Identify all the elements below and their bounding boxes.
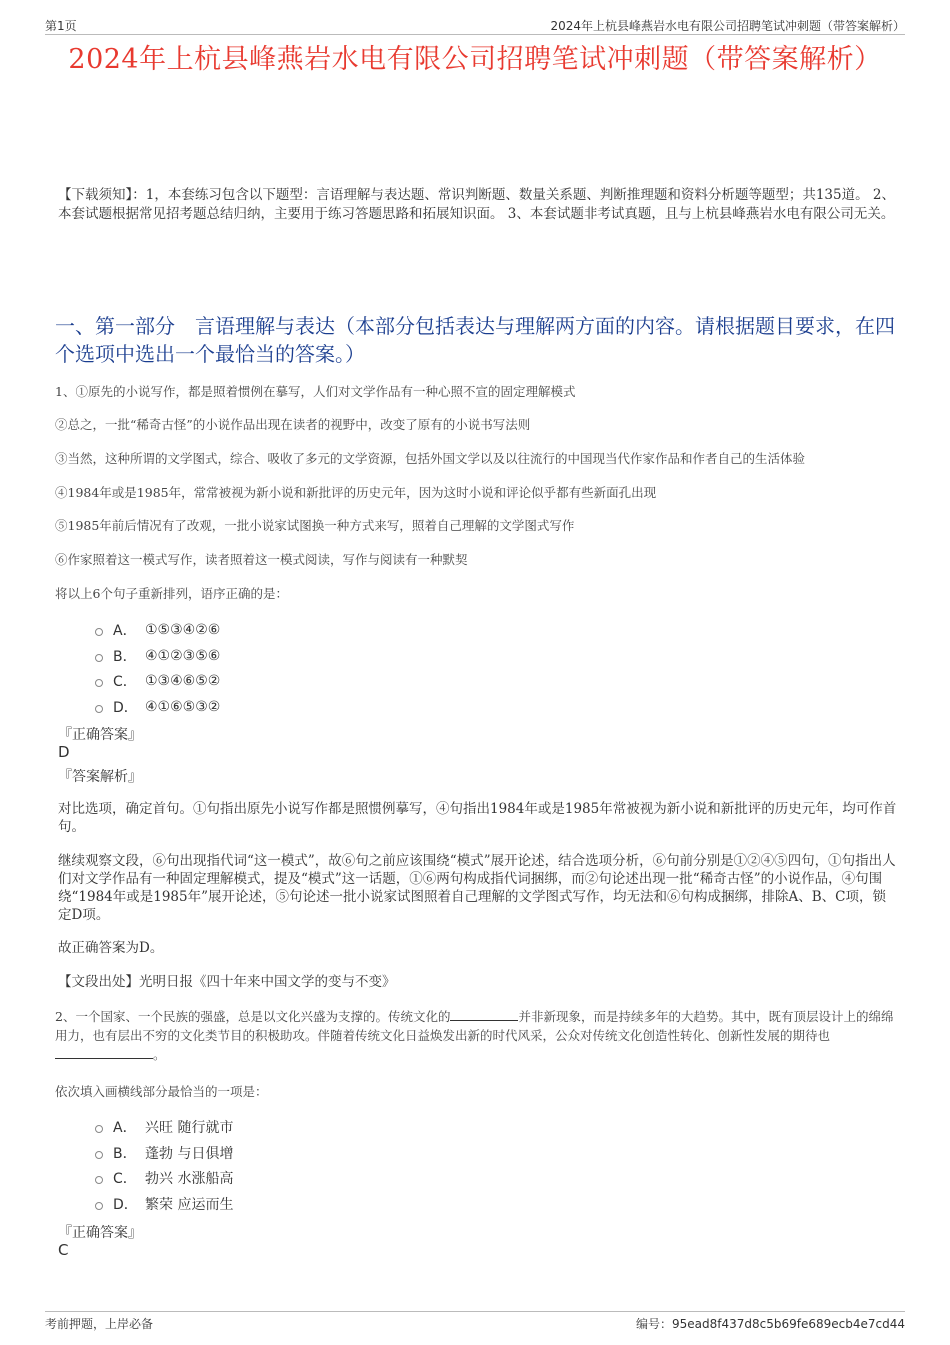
q1-prompt: 将以上6个句子重新排列，语序正确的是： <box>55 586 288 601</box>
download-notice: 【下载须知】：1，本套练习包含以下题型：言语理解与表达题、常识判断题、数量关系题、判断推理题和资料分析题等题型；共135道。 2、本套试题根据常见招考题总结归纳，主要用于练习答题思路和拓展知识面。 3、本套试题非考试真题，且与上杭县峰燕岩水电有限公司无关。 <box>58 187 895 222</box>
option-text: 蓬勃 与日俱增 <box>145 1146 234 1162</box>
page-number: 第1页 <box>45 19 77 33</box>
q1-option-c[interactable] <box>95 671 220 691</box>
footer-code-label: 编号： <box>635 1317 672 1331</box>
q2-answer: C <box>58 1241 69 1259</box>
q2-stem-part-1: 2、一个国家、一个民族的强盛，总是以文化兴盛为支撑的。传统文化的 <box>55 1009 451 1024</box>
q2-option-d[interactable] <box>95 1194 233 1214</box>
q2-stem-part-3: 。 <box>153 1047 166 1062</box>
q1-sentence-1: 1、①原先的小说写作，都是照着惯例在摹写，人们对文学作品有一种心照不宣的固定理解模式 <box>55 384 576 399</box>
option-label: D． <box>113 1197 138 1213</box>
radio-icon[interactable] <box>95 1151 103 1159</box>
page-title: 2024年上杭县峰燕岩水电有限公司招聘笔试冲刺题（带答案解析） <box>68 44 882 75</box>
section-heading: 一、第一部分 言语理解与表达（本部分包括表达与理解两方面的内容。请根据题目要求，在四个选项中选出一个最恰当的答案。） <box>55 314 895 366</box>
footer-code-value: 95ead8f437d8c5b69fe689ecb4e7cd44 <box>671 1317 905 1331</box>
q2-prompt: 依次填入画横线部分最恰当的一项是： <box>55 1084 268 1099</box>
q2-stem <box>55 1007 905 1064</box>
q1-option-a[interactable] <box>95 620 220 640</box>
footer-slogan: 考前押题，上岸必备 <box>45 1317 154 1331</box>
option-text: 繁荣 应运而生 <box>145 1197 234 1213</box>
option-label: A． <box>113 1120 137 1136</box>
radio-icon[interactable] <box>95 705 103 713</box>
q2-stem-part-2: 并非新现象，而是持续多年的大趋势。其中，既有顶层设计上的绵绵用力，也有层出不穷的文化类节目的积极助攻。伴随着传统文化日益焕发出新的时代风采，公众对传统文化创造性转化、创新性发展的期待也 <box>55 1009 894 1043</box>
option-label: C． <box>113 1171 137 1187</box>
option-text: ①⑤③④②⑥ <box>145 622 221 638</box>
q2-blank-1 <box>450 1008 518 1021</box>
q1-answer: D <box>58 743 70 761</box>
q1-sentence-4: ④1984年或是1985年，常常被视为新小说和新批评的历史元年，因为这时小说和评论似乎都有些新面孔出现 <box>55 485 657 500</box>
q2-option-a[interactable] <box>95 1117 233 1137</box>
radio-icon[interactable] <box>95 628 103 636</box>
q1-sentence-2: ②总之，一批“稀奇古怪”的小说作品出现在读者的视野中，改变了原有的小说书写法则 <box>55 417 531 432</box>
q1-analysis-label: 『答案解析』 <box>58 769 142 785</box>
q1-option-b[interactable] <box>95 646 220 666</box>
option-label: B． <box>113 1146 137 1162</box>
q2-option-c[interactable] <box>95 1168 233 1188</box>
radio-icon[interactable] <box>95 654 103 662</box>
option-label: C． <box>113 674 137 690</box>
q1-source: 【文段出处】光明日报《四十年来中国文学的变与不变》 <box>58 974 396 990</box>
option-label: B． <box>113 649 137 665</box>
q1-answer-label: 『正确答案』 <box>58 727 142 743</box>
q1-analysis-paragraph-2: 继续观察文段，⑥句出现指代词“这一模式”，故⑥句之前应该围绕“模式”展开论述，结合选项分析，⑥句前分别是①②④⑤四句，①句指出人们对文学作品有一种固定理解模式，提及“模式”这一话题，①⑥两句构成指代词捆绑，而②句论述出现一批“稀奇古怪”的小说作品，④句围绕“1984年或是1985年”展开论述，⑤句论述一批小说家试图照着自己理解的文学图式写作，均无法和⑥句构成捆绑，排除A、B、C项，锁定D项。 <box>58 853 896 923</box>
q1-sentence-6: ⑥作家照着这一模式写作，读者照着这一模式阅读，写作与阅读有一种默契 <box>55 552 468 567</box>
radio-icon[interactable] <box>95 1176 103 1184</box>
q2-answer-label: 『正确答案』 <box>58 1225 142 1241</box>
q1-sentence-5: ⑤1985年前后情况有了改观，一批小说家试图换一种方式来写，照着自己理解的文学图式写作 <box>55 518 575 533</box>
option-text: 兴旺 随行就市 <box>145 1120 234 1136</box>
header-divider <box>45 34 905 35</box>
radio-icon[interactable] <box>95 1202 103 1210</box>
q2-blank-2 <box>55 1046 153 1059</box>
option-text: ④①②③⑤⑥ <box>145 648 221 664</box>
radio-icon[interactable] <box>95 1125 103 1133</box>
q2-option-b[interactable] <box>95 1143 233 1163</box>
option-text: ④①⑥⑤③② <box>145 699 221 715</box>
header-doc-title: 2024年上杭县峰燕岩水电有限公司招聘笔试冲刺题（带答案解析） <box>550 19 905 33</box>
option-text: ①③④⑥⑤② <box>145 673 221 689</box>
q1-option-d[interactable] <box>95 697 220 717</box>
footer-divider <box>45 1311 905 1312</box>
q1-analysis-conclusion: 故正确答案为D。 <box>58 940 164 956</box>
radio-icon[interactable] <box>95 679 103 687</box>
q1-sentence-3: ③当然，这种所谓的文学图式，综合、吸收了多元的文学资源，包括外国文学以及以往流行的中国现当代作家作品和作者自己的生活体验 <box>55 451 806 466</box>
option-label: A． <box>113 623 137 639</box>
footer-code <box>636 1315 905 1332</box>
q1-analysis-paragraph-1: 对比选项，确定首句。①句指出原先小说写作都是照惯例摹写，④句指出1984年或是1985年常被视为新小说和新批评的历史元年，均可作首句。 <box>58 801 897 835</box>
option-text: 勃兴 水涨船高 <box>145 1171 234 1187</box>
option-label: D． <box>113 700 138 716</box>
